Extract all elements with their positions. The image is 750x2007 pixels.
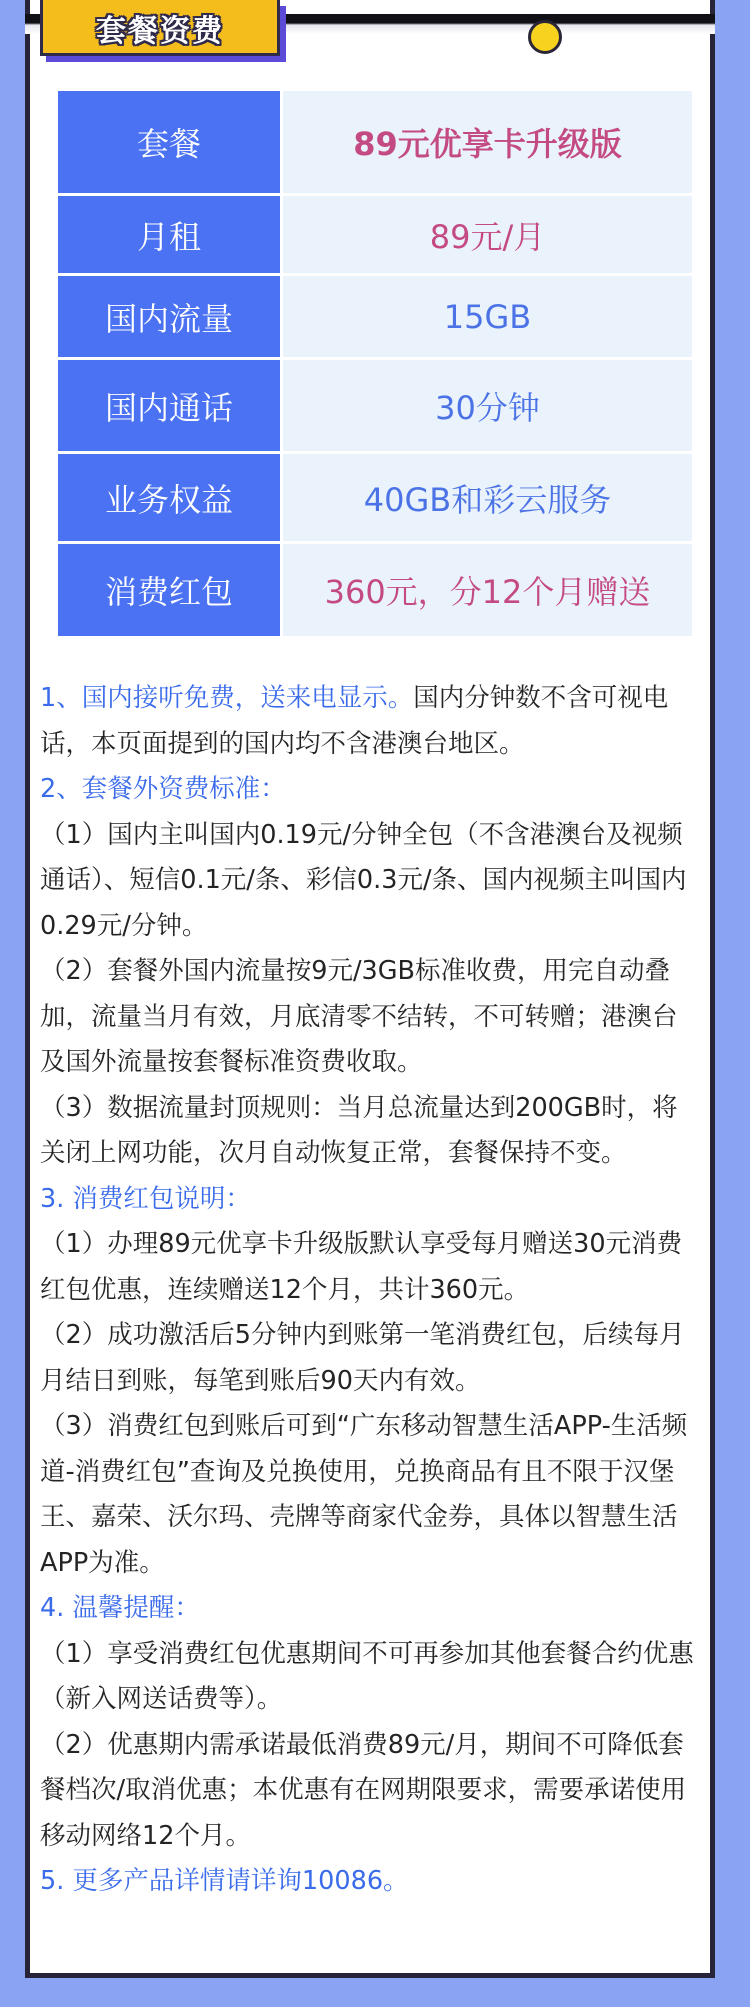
row-label: 套餐 — [57, 90, 282, 195]
yellow-dot-icon — [528, 20, 562, 54]
section-tab — [40, 0, 280, 56]
table-row — [57, 275, 694, 359]
row-value: 30分钟 — [282, 359, 694, 453]
row-label: 国内流量 — [57, 275, 282, 359]
note-1 — [40, 676, 702, 767]
row-value: 40GB和彩云服务 — [282, 453, 694, 543]
row-label: 月租 — [57, 195, 282, 275]
row-value: 360元，分12个月赠送 — [282, 543, 694, 638]
plan-table — [55, 88, 695, 639]
table-row — [57, 543, 694, 638]
row-value: 15GB — [282, 275, 694, 359]
note-1-title: 1、国内接听免费，送来电显示。 — [40, 683, 414, 713]
note-3-item-1: （1）办理89元优享卡升级版默认享受每月赠送30元消费红包优惠，连续赠送12个月，共计360元。 — [40, 1229, 683, 1305]
table-row — [57, 195, 694, 275]
row-label: 国内通话 — [57, 359, 282, 453]
row-value: 89元/月 — [282, 195, 694, 275]
table-row — [57, 359, 694, 453]
row-label: 业务权益 — [57, 453, 282, 543]
note-3-item-3: （3）消费红包到账后可到“广东移动智慧生活APP-生活频道-消费红包”查询及兑换使用，兑换商品有且不限于汉堡王、嘉荣、沃尔玛、壳牌等商家代金券，具体以智慧生活APP为准。 — [40, 1411, 688, 1578]
note-3-title: 3. 消费红包说明： — [40, 1183, 251, 1214]
note-1-body: 国内分钟数不含可视电话，本页面提到的国内均不含港澳台地区。 — [40, 683, 669, 759]
note-3-item-2: （2）成功激活后5分钟内到账第一笔消费红包，后续每月月结日到账，每笔到账后90天内有效。 — [40, 1320, 685, 1396]
note-2-title: 2、套餐外资费标准： — [40, 774, 286, 804]
note-5-title: 5. 更多产品详情请详询10086。 — [40, 1866, 409, 1896]
note-4-title: 4. 温馨提醒： — [40, 1593, 200, 1623]
table-row — [57, 90, 694, 195]
notes-section — [40, 676, 702, 1905]
row-label: 消费红包 — [57, 543, 282, 638]
section-tab-title: 套餐资费 — [96, 14, 224, 49]
note-2-item-1: （1）国内主叫国内0.19元/分钟全包（不含港澳台及视频通话）、短信0.1元/条、彩信0.3元/条、国内视频主叫国内0.29元/分钟。 — [40, 819, 687, 941]
table-row — [57, 453, 694, 543]
note-2-item-2: （2）套餐外国内流量按9元/3GB标准收费，用完自动叠加，流量当月有效，月底清零不结转，不可转赠；港澳台及国外流量按套餐标准资费收取。 — [40, 956, 678, 1077]
note-4-item-2: （2）优惠期内需承诺最低消费89元/月，期间不可降低套餐档次/取消优惠；本优惠有在网期限要求，需要承诺使用移动网络12个月。 — [40, 1729, 687, 1851]
note-2-item-3: （3）数据流量封顶规则：当月总流量达到200GB时，将关闭上网功能，次月自动恢复正常，套餐保持不变。 — [40, 1092, 678, 1168]
row-value: 89元优享卡升级版 — [282, 90, 694, 195]
note-4-item-1: （1）享受消费红包优惠期间不可再参加其他套餐合约优惠（新入网送话费等）。 — [40, 1638, 694, 1714]
